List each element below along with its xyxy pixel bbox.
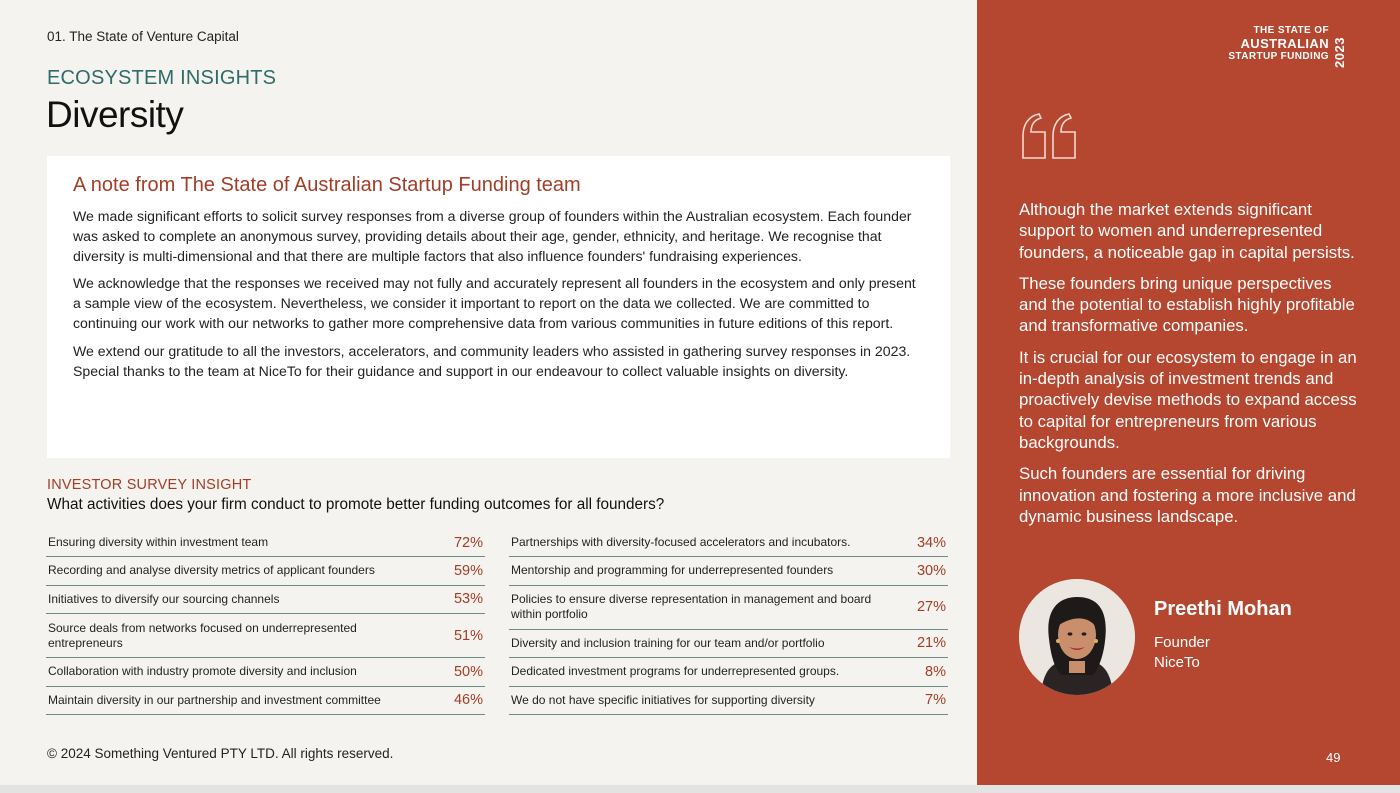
survey-row xyxy=(509,687,948,716)
survey-row-value: 59% xyxy=(453,562,483,579)
brand-logo xyxy=(1228,26,1329,62)
avatar xyxy=(1019,579,1135,695)
survey-row xyxy=(46,586,485,615)
section-eyebrow: ECOSYSTEM INSIGHTS xyxy=(47,67,277,89)
survey-row xyxy=(509,586,948,630)
survey-row xyxy=(46,614,485,658)
page-title: Diversity xyxy=(46,94,184,135)
quote-paragraph: These founders bring unique perspectives and the potential to establish highly profitable and transformative companies. xyxy=(1019,273,1355,336)
survey-row-label: Policies to ensure diverse representation in management and board within portfolio xyxy=(511,592,872,621)
survey-row-label: Collaboration with industry promote diversity and inclusion xyxy=(48,664,357,679)
quote-paragraph: Such founders are essential for driving innovation and fostering a more inclusive and dynamic business landscape. xyxy=(1019,464,1356,526)
survey-row-label: Source deals from networks focused on underrepresented entrepreneurs xyxy=(48,620,357,650)
portrait-illustration xyxy=(1019,579,1135,695)
survey-row-value: 72% xyxy=(453,534,483,551)
survey-row xyxy=(46,557,485,586)
note-paragraph: We made significant efforts to solicit survey responses from a diverse group of founders within the Australian ecosystem. Each founder was asked to complete an anonymous survey, providing details about their age, gender, ethnicity, and heritage. We recognise that diversity is multi-dimensional and that there are multiple factors that also influence founders' fundraising experiences. xyxy=(73,208,912,264)
survey-row-value: 8% xyxy=(925,663,946,680)
note-box xyxy=(47,156,950,458)
note-title: A note from The State of Australian Startup Funding team xyxy=(73,174,581,196)
brand-year xyxy=(1332,26,1346,68)
survey-row-value: 7% xyxy=(925,692,946,709)
survey-row-value: 51% xyxy=(453,627,483,644)
survey-row-label: Partnerships with diversity-focused accelerators and incubators. xyxy=(511,535,851,549)
note-paragraph: We extend our gratitude to all the investors, accelerators, and community leaders who assisted in gathering survey responses in 2023. Special thanks to the team at NiceTo for their guidance and support in our endeavour to collect valuable insights on diversity. xyxy=(73,342,911,379)
survey-row-value: 53% xyxy=(453,591,483,608)
survey-row-label: Dedicated investment programs for underrepresented groups. xyxy=(511,664,840,679)
quote-text xyxy=(1019,199,1364,537)
survey-row-label: Mentorship and programming for underrepresented founders xyxy=(511,563,834,578)
quote-marks-icon xyxy=(1019,112,1081,160)
quote-paragraph: It is crucial for our ecosystem to engage in an in-depth analysis of investment trends and proactively devise methods to expand access to capital for entrepreneurs from various backgrounds. xyxy=(1019,347,1357,452)
survey-row-label: Initiatives to diversify our sourcing channels xyxy=(48,591,280,606)
survey-row-value: 30% xyxy=(916,562,946,579)
survey-row-label: We do not have specific initiatives for supporting diversity xyxy=(511,692,815,707)
survey-row xyxy=(509,529,948,557)
brand-line2: AUSTRALIAN xyxy=(1240,36,1329,51)
survey-row-value: 34% xyxy=(916,534,946,551)
survey-eyebrow: INVESTOR SURVEY INSIGHT xyxy=(47,477,252,493)
person-org: NiceTo xyxy=(1154,654,1200,671)
person-role: Founder xyxy=(1154,634,1210,651)
survey-row xyxy=(46,529,485,557)
brand-line1: THE STATE OF xyxy=(1253,25,1329,36)
survey-row-value: 27% xyxy=(916,599,946,615)
page-number: 49 xyxy=(1326,750,1341,765)
survey-row-label: Ensuring diversity within investment team xyxy=(48,535,269,549)
note-paragraph: We acknowledge that the responses we received may not fully and accurately represent all founders in the ecosystem and only present a sample view of the ecosystem. Nevertheless, we consider it important to report on the data we collected. We are committed to continuing our work with our networks to gather more comprehensive data from various communities in future editions of this report. xyxy=(73,275,916,331)
survey-row xyxy=(509,557,948,586)
survey-row-value: 50% xyxy=(453,663,483,680)
person-name: Preethi Mohan xyxy=(1154,598,1292,620)
survey-row xyxy=(509,658,948,687)
survey-row xyxy=(46,687,485,716)
survey-row-label: Recording and analyse diversity metrics of applicant founders xyxy=(48,563,375,578)
quote-paragraph: Although the market extends significant support to women and underrepresented founders, a noticeable gap in capital persists. xyxy=(1019,200,1355,262)
survey-list-right xyxy=(509,529,948,715)
survey-row-value: 21% xyxy=(916,635,946,652)
survey-row-label: Maintain diversity in our partnership and investment committee xyxy=(48,692,381,707)
section-label: 01. The State of Venture Capital xyxy=(47,29,239,44)
survey-row-value: 46% xyxy=(453,692,483,709)
brand-line3: STARTUP FUNDING xyxy=(1228,51,1329,62)
survey-row-label: Diversity and inclusion training for our team and/or portfolio xyxy=(511,635,825,650)
survey-row xyxy=(509,630,948,659)
survey-question: What activities does your firm conduct to promote better funding outcomes for all founders? xyxy=(47,496,665,513)
survey-row xyxy=(46,658,485,687)
copyright-footer: © 2024 Something Ventured PTY LTD. All rights reserved. xyxy=(47,746,394,761)
brand-year-text: 2023 xyxy=(1332,37,1347,68)
survey-list-left xyxy=(46,529,485,715)
